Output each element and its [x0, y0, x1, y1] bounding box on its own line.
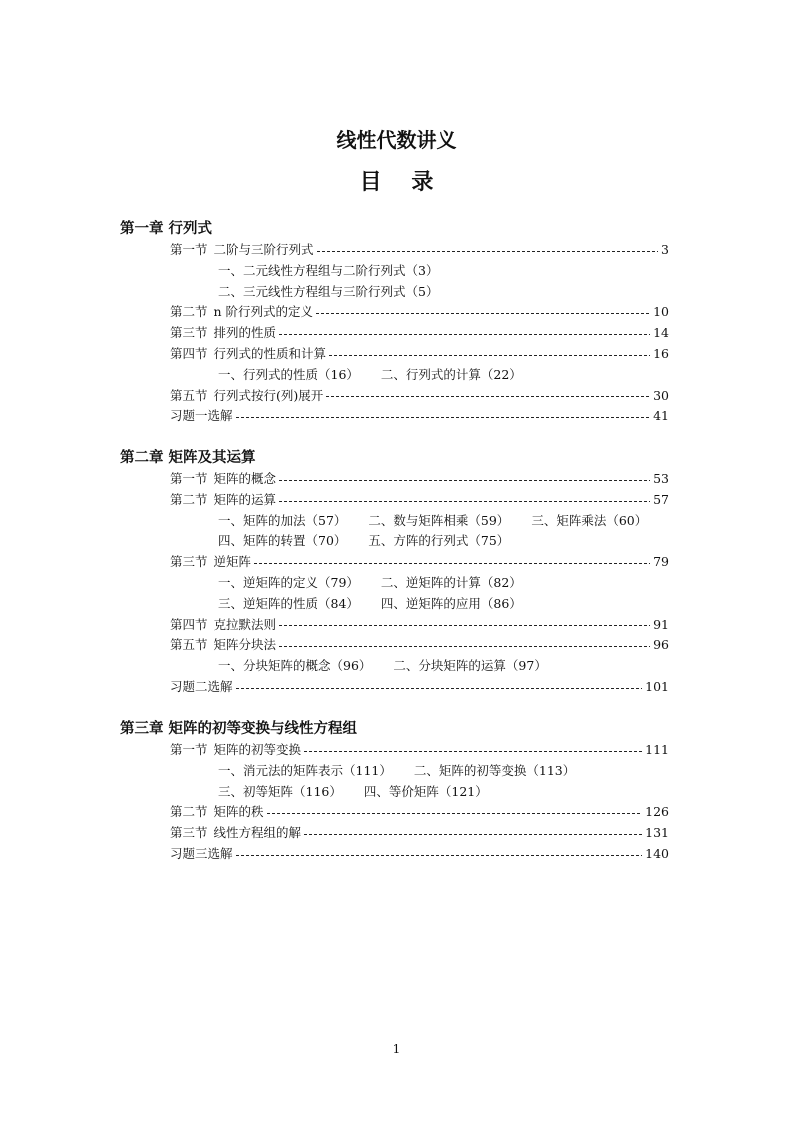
subsection-item[interactable]: 三、逆矩阵的性质（84） — [218, 595, 359, 611]
section-title: 习题二选解 — [170, 678, 233, 694]
page-ref: 3 — [661, 242, 669, 257]
toc-heading: 目 录 — [359, 170, 434, 195]
subsection-item[interactable]: 二、三元线性方程组与三阶行列式（5） — [218, 283, 439, 299]
chapter — [120, 219, 670, 427]
subsection-row — [218, 282, 670, 303]
page-ref: 57 — [653, 491, 669, 507]
toc-entry[interactable] — [170, 802, 669, 823]
subsection-item[interactable]: 四、逆矩阵的应用（86） — [380, 595, 522, 611]
chapter-title: 第一章 行列式 — [120, 221, 213, 237]
chapter — [120, 719, 670, 865]
section-title: 行列式按行(列)展开 — [213, 387, 324, 403]
page-ref: 53 — [653, 471, 669, 486]
subsection-item[interactable]: 二、分块矩阵的运算（97） — [393, 658, 547, 674]
toc-entry[interactable] — [170, 490, 669, 511]
subsection-item[interactable]: 一、逆矩阵的定义（79） — [218, 574, 359, 590]
section-label: 第五节 — [170, 637, 208, 653]
toc-entry[interactable] — [170, 386, 669, 407]
page-ref: 101 — [645, 678, 669, 694]
subsection-item[interactable]: 一、分块矩阵的概念（96） — [218, 658, 372, 674]
section-title: 矩阵的秩 — [213, 804, 264, 820]
subsection-row — [218, 365, 670, 386]
subsection-item[interactable]: 一、矩阵的加法（57） — [218, 512, 347, 528]
toc-entry[interactable] — [170, 615, 669, 636]
section-label: 第三节 — [170, 825, 208, 841]
subsection-item[interactable]: 二、数与矩阵相乘（59） — [368, 512, 510, 528]
subsection-row — [218, 656, 670, 677]
subsection-item[interactable]: 二、矩阵的初等变换（113） — [413, 762, 576, 778]
section-label: 第二节 — [170, 804, 208, 820]
section-title: 行列式的性质和计算 — [213, 345, 327, 361]
page-ref: 10 — [653, 304, 669, 320]
section-title: 矩阵分块法 — [213, 637, 277, 653]
subsection-item[interactable]: 五、方阵的行列式（75） — [368, 533, 510, 549]
subsection-item[interactable]: 四、等价矩阵（121） — [363, 783, 488, 799]
page-ref: 16 — [653, 345, 669, 361]
subsection-row — [218, 594, 670, 615]
subsection-item[interactable]: 一、消元法的矩阵表示（111） — [218, 762, 392, 778]
page-ref: 14 — [653, 325, 669, 341]
page-number: 1 — [392, 1042, 401, 1056]
dot-leader — [236, 688, 643, 689]
section-label: 第一节 — [170, 742, 208, 757]
section-title: 排列的性质 — [213, 325, 277, 341]
toc-entry[interactable] — [170, 302, 669, 323]
dot-leader — [279, 646, 650, 647]
page-ref: 91 — [653, 616, 669, 632]
subsection-item[interactable]: 三、矩阵乘法（60） — [531, 512, 648, 528]
toc-entry[interactable] — [170, 635, 669, 656]
toc-entry[interactable] — [170, 469, 669, 490]
dot-leader — [316, 313, 650, 314]
chapter — [120, 448, 670, 698]
subsection-item[interactable]: 一、二元线性方程组与二阶行列式（3） — [218, 262, 439, 278]
page-ref: 41 — [653, 408, 669, 424]
page-ref: 30 — [653, 387, 669, 403]
page-ref: 79 — [653, 554, 669, 570]
subsection-item[interactable]: 四、矩阵的转置（70） — [218, 533, 347, 549]
section-label: 第二节 — [170, 304, 208, 320]
subsection-row — [218, 761, 670, 782]
subsection-item[interactable]: 一、行列式的性质（16） — [218, 366, 359, 382]
subsection-item[interactable]: 三、初等矩阵（116） — [218, 783, 342, 799]
section-label: 第四节 — [170, 616, 208, 632]
dot-leader — [304, 834, 642, 835]
section-title: 矩阵的概念 — [213, 471, 277, 486]
dot-leader — [326, 396, 650, 397]
document-title: 线性代数讲义 — [336, 128, 457, 152]
section-title: 克拉默法则 — [213, 616, 277, 632]
subsection-item[interactable]: 二、逆矩阵的计算（82） — [380, 574, 522, 590]
toc-entry[interactable] — [170, 740, 669, 761]
chapter-title: 第三章 矩阵的初等变换与线性方程组 — [120, 721, 358, 737]
toc-entry[interactable] — [170, 552, 669, 573]
toc-entry[interactable] — [170, 677, 669, 698]
section-label: 第三节 — [170, 325, 208, 341]
toc-entry[interactable] — [170, 344, 669, 365]
dot-leader — [279, 480, 650, 481]
dot-leader — [279, 501, 650, 502]
dot-leader — [236, 417, 651, 418]
section-label: 第四节 — [170, 345, 208, 361]
page-ref: 126 — [645, 804, 669, 820]
subsection-row — [218, 511, 670, 532]
section-title: 习题三选解 — [170, 845, 233, 861]
subsection-row — [218, 782, 670, 803]
subsection-item[interactable]: 二、行列式的计算（22） — [380, 366, 522, 382]
toc-entry[interactable] — [170, 844, 669, 865]
page-ref: 96 — [653, 637, 669, 653]
section-title: 矩阵的运算 — [213, 491, 277, 507]
dot-leader — [254, 563, 650, 564]
toc-entry[interactable] — [170, 323, 669, 344]
dot-leader — [279, 625, 650, 626]
page-ref: 111 — [645, 742, 669, 757]
toc-entry[interactable] — [170, 823, 669, 844]
dot-leader — [317, 251, 659, 252]
subsection-row — [218, 573, 670, 594]
subsection-row — [218, 531, 670, 552]
section-title: 线性方程组的解 — [213, 825, 302, 841]
chapter-title: 第二章 矩阵及其运算 — [120, 450, 256, 466]
section-label: 第一节 — [170, 471, 208, 486]
section-title: 二阶与三阶行列式 — [213, 242, 314, 257]
dot-leader — [329, 355, 650, 356]
section-title: 习题一选解 — [170, 408, 233, 424]
section-label: 第三节 — [170, 554, 208, 570]
section-label: 第一节 — [170, 242, 208, 257]
dot-leader — [267, 813, 643, 814]
dot-leader — [304, 751, 642, 752]
toc-entry[interactable] — [170, 240, 669, 261]
section-title: 矩阵的初等变换 — [213, 742, 302, 757]
page-ref: 131 — [645, 825, 669, 841]
section-title: 逆矩阵 — [213, 554, 252, 570]
toc-entry[interactable] — [170, 406, 669, 427]
page-ref: 140 — [645, 845, 669, 861]
section-label: 第五节 — [170, 387, 208, 403]
dot-leader — [236, 855, 643, 856]
dot-leader — [279, 334, 650, 335]
section-title: n 阶行列式的定义 — [213, 304, 314, 320]
section-label: 第二节 — [170, 491, 208, 507]
subsection-row — [218, 261, 670, 282]
